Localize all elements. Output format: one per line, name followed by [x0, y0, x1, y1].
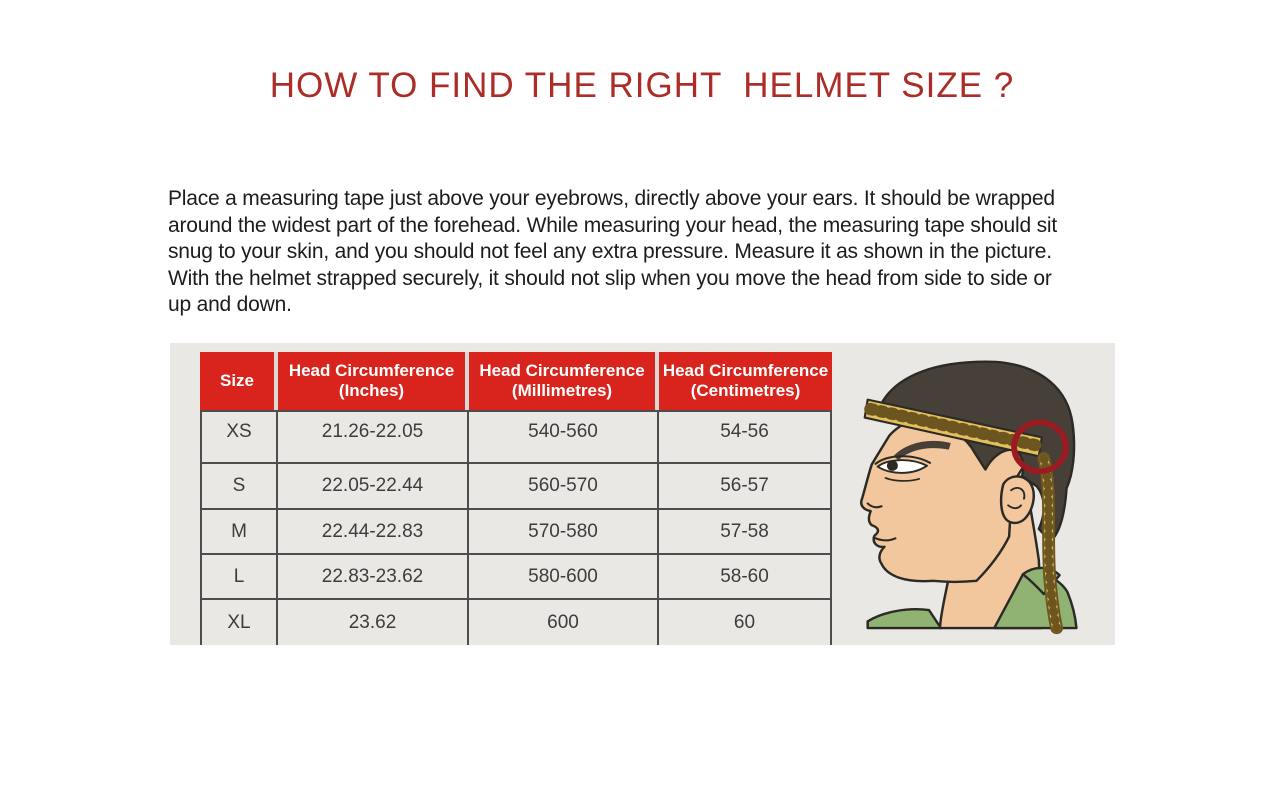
table-cell-size: S	[200, 462, 278, 508]
table-cell-size: M	[200, 508, 278, 553]
table-cell-centimetres: 58-60	[659, 553, 832, 598]
table-cell-centimetres: 56-57	[659, 462, 832, 508]
size-table	[200, 352, 832, 645]
column-header-millimetres	[469, 352, 659, 410]
intro-paragraph	[168, 186, 1148, 319]
table-cell-inches: 21.26-22.05	[278, 410, 469, 462]
intro-line: Place a measuring tape just above your eyebrows, directly above your ears. It should be wrapped	[168, 187, 1055, 210]
table-cell-millimetres: 570-580	[469, 508, 659, 553]
intro-line: snug to your skin, and you should not feel any extra pressure. Measure it as shown in the picture.	[168, 240, 1052, 263]
table-cell-inches: 22.05-22.44	[278, 462, 469, 508]
column-title: Head Circumference	[662, 361, 829, 380]
table-cell-size: L	[200, 553, 278, 598]
intro-line: With the helmet strapped securely, it should not slip when you move the head from side to side or	[168, 266, 1052, 290]
table-cell-inches: 23.62	[278, 598, 469, 645]
size-chart-panel	[170, 343, 1115, 645]
column-subtitle: (Centimetres)	[690, 381, 801, 400]
column-subtitle: (Inches)	[338, 381, 405, 400]
table-cell-inches: 22.44-22.83	[278, 508, 469, 553]
table-cell-centimetres: 54-56	[659, 410, 832, 462]
column-title: Head Circumference	[479, 361, 645, 380]
column-header-size	[200, 352, 278, 410]
left-collar	[868, 609, 941, 628]
table-cell-millimetres: 580-600	[469, 553, 659, 598]
pupil	[887, 460, 898, 470]
intro-line: around the widest part of the forehead. While measuring your head, the measuring tape should sit	[168, 213, 1058, 237]
intro-line: up and down.	[168, 293, 292, 316]
column-header-inches	[278, 352, 469, 410]
table-cell-millimetres: 600	[469, 598, 659, 645]
table-cell-size: XS	[200, 410, 278, 462]
column-header-centimetres	[659, 352, 832, 410]
table-cell-inches: 22.83-23.62	[278, 553, 469, 598]
page-title: HOW TO FIND THE RIGHT HELMET SIZE ?	[269, 66, 1015, 105]
table-cell-centimetres: 57-58	[659, 508, 832, 553]
table-cell-size: XL	[200, 598, 278, 645]
column-subtitle: (Millimetres)	[511, 381, 613, 400]
table-cell-millimetres: 560-570	[469, 462, 659, 508]
column-title: Head Circumference	[288, 361, 455, 380]
head-measurement-illustration	[838, 343, 1115, 645]
table-cell-millimetres: 540-560	[469, 410, 659, 462]
column-title: Size	[219, 371, 255, 390]
table-cell-centimetres: 60	[659, 598, 832, 645]
